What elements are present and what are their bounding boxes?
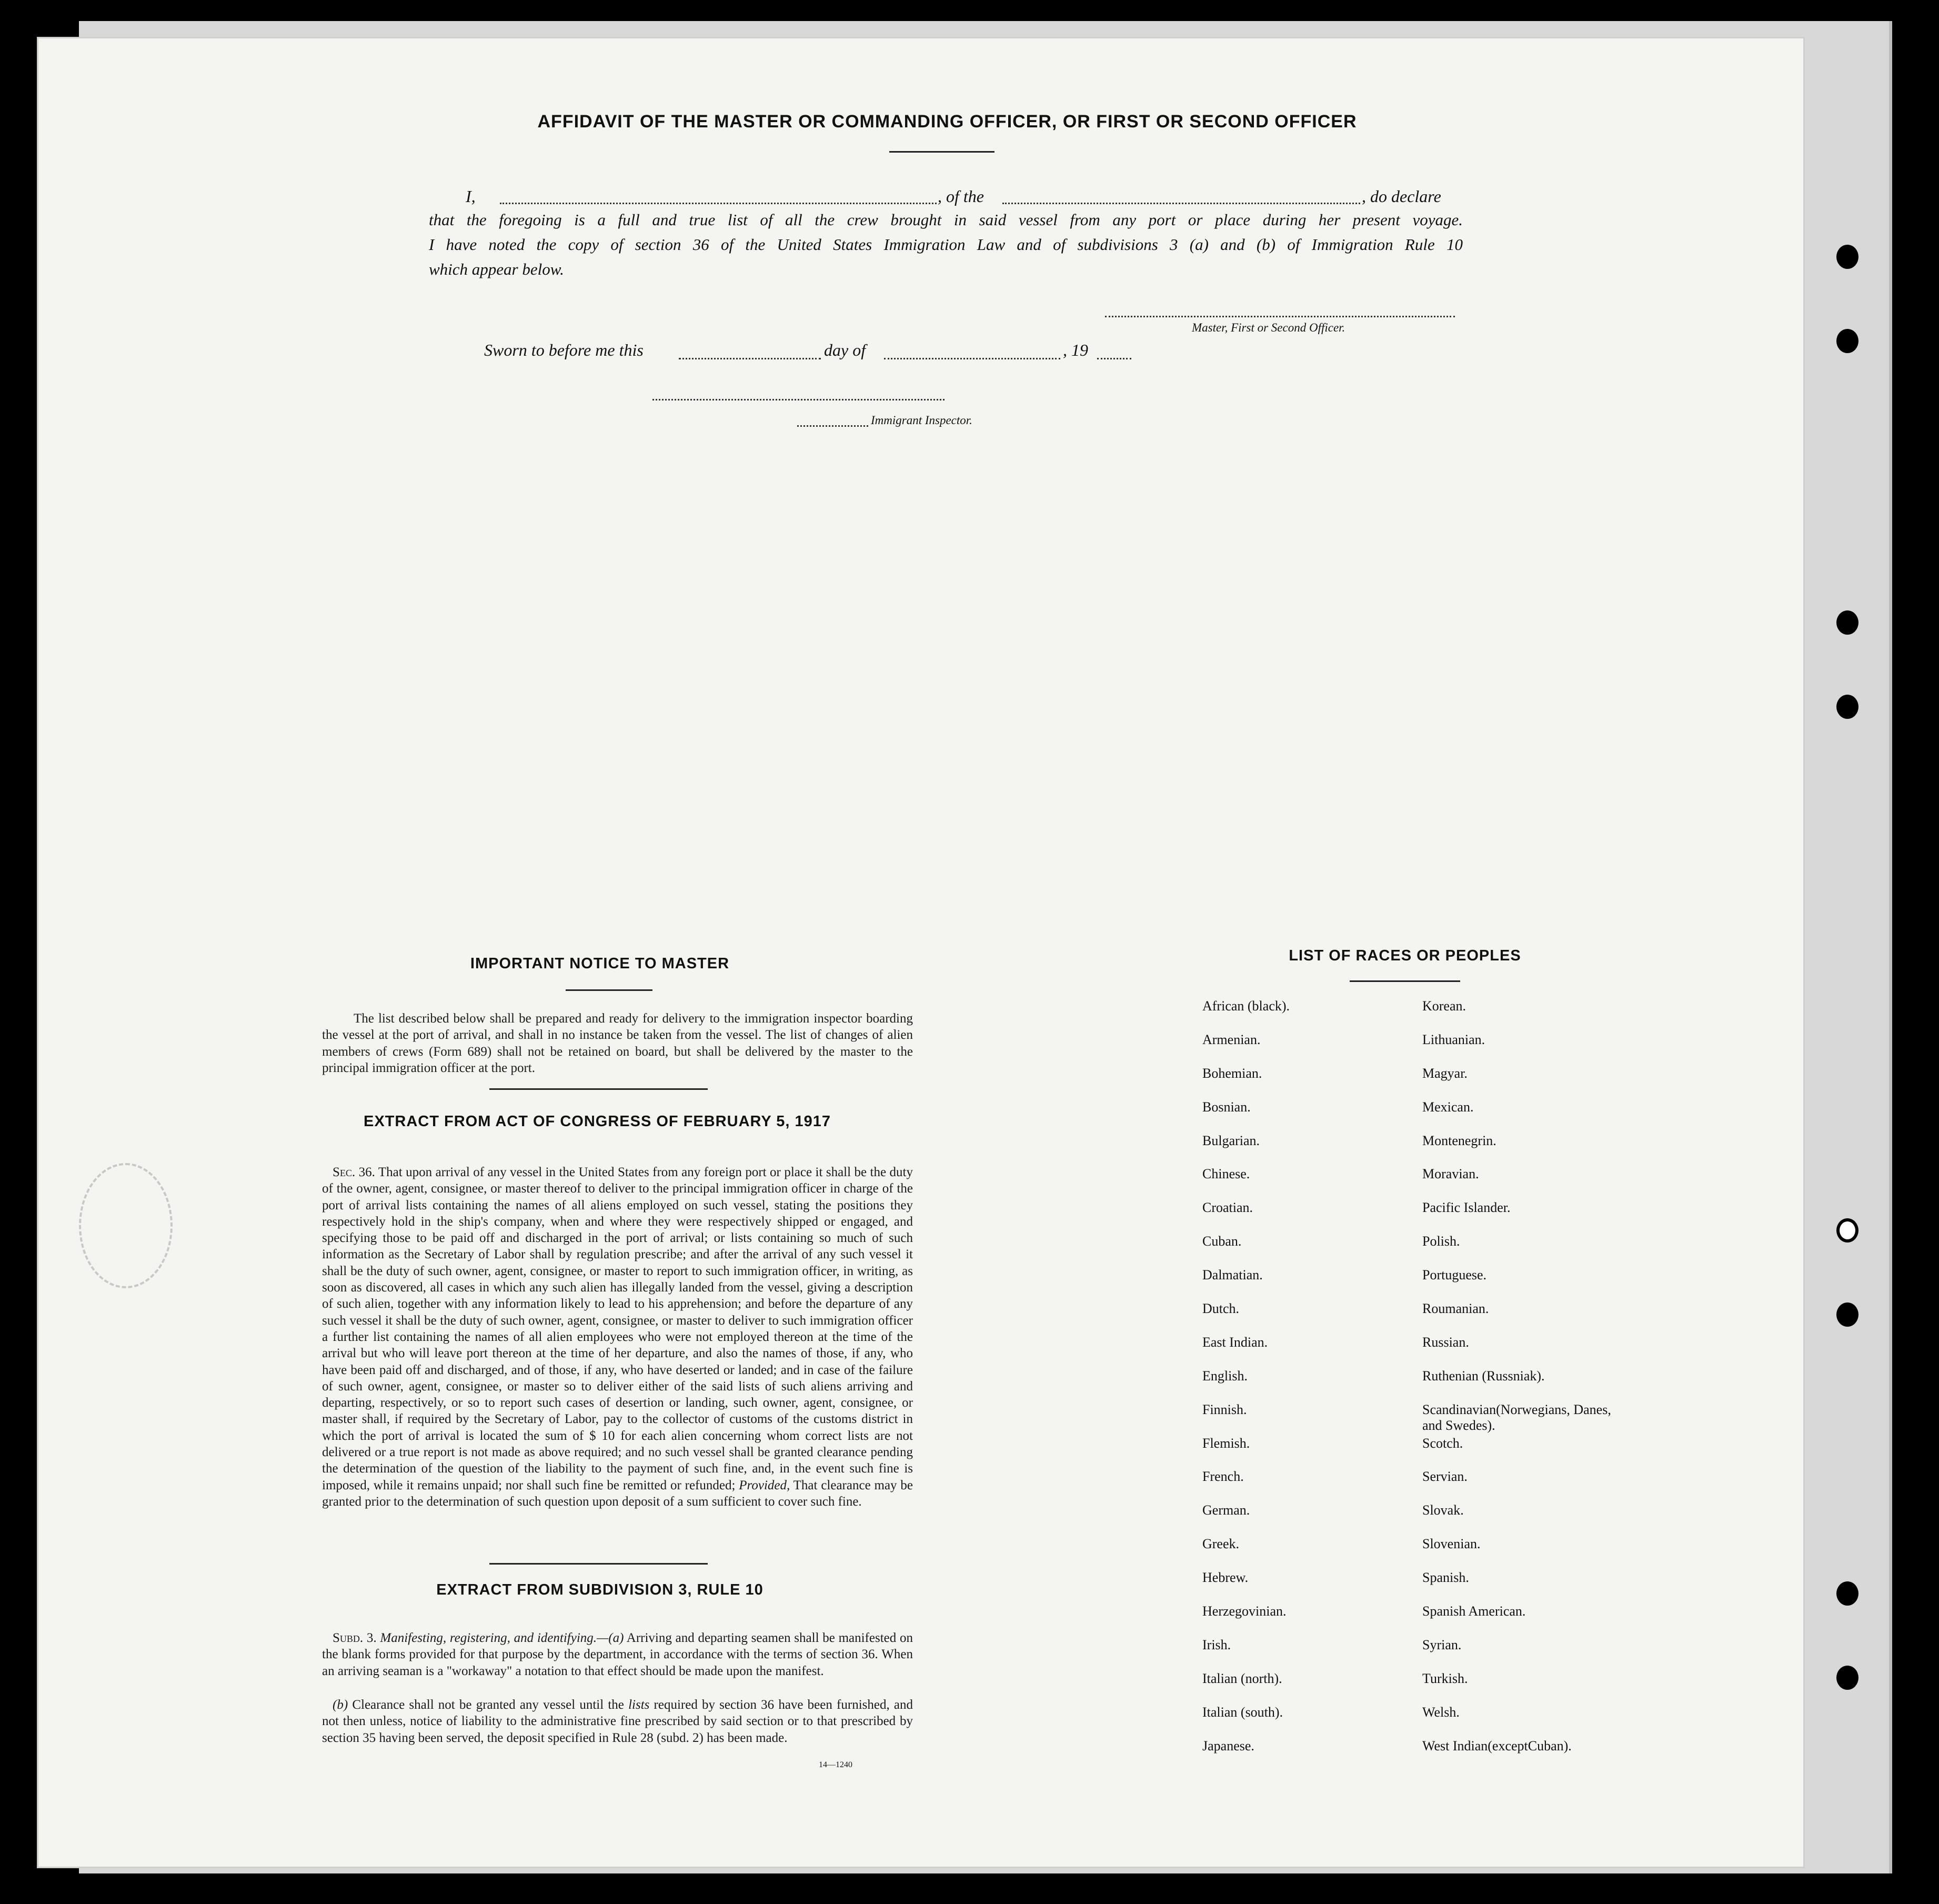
race-item: Scandinavian(Norwegians, Danes, and Swedes).	[1422, 1401, 1611, 1433]
race-item: Hebrew.	[1202, 1570, 1249, 1586]
race-item: German.	[1202, 1502, 1250, 1518]
act-extract-title: EXTRACT FROM ACT OF CONGRESS OF FEBRUARY 5, 1917	[363, 1113, 831, 1130]
race-item: Greek.	[1202, 1536, 1240, 1552]
races-left-column	[1202, 998, 1402, 1771]
race-item: Lithuanian.	[1422, 1031, 1485, 1047]
para-b-label: (b)	[333, 1698, 348, 1712]
race-item: Turkish.	[1422, 1670, 1468, 1686]
form-number: 14—1240	[819, 1760, 852, 1769]
race-item: French.	[1202, 1469, 1244, 1485]
notice-title: IMPORTANT NOTICE TO MASTER	[470, 955, 730, 972]
race-item: Italian (south).	[1202, 1704, 1283, 1720]
affidavit-declare: , do declare	[1362, 187, 1441, 206]
race-item: Japanese.	[1202, 1738, 1254, 1753]
race-item: Dalmatian.	[1202, 1267, 1263, 1283]
race-item: Polish.	[1422, 1234, 1460, 1249]
race-item: Mexican.	[1422, 1099, 1474, 1115]
race-item: African (black).	[1202, 998, 1290, 1014]
race-item: Magyar.	[1422, 1065, 1468, 1081]
section-36-text: That upon arrival of any vessel in the United States from any foreign port or place it shall be the duty of the owner, agent, consignee, or master thereof to deliver to the principal immigration officer in charge of the port of arrival lists containing the names of all aliens employed on such vessel, stating the positions they respectively hold in the ship's company, when and where they were respectively shipped or engaged, and specifying those to be paid off and discharged in the port of arrival; or lists containing so much of such information as the Secretary of Labor shall by regulation prescribe; and after the arrival of any such vessel it shall be the duty of such owner, agent, consignee, or master to report to such immigration officer, in writing, as soon as discovered, all cases in which any such alien has illegally landed from the vessel, giving a description of such alien, together with any information likely to lead to his apprehension; and before the departure of any such vessel it shall be the duty of such owner, agent, consignee, or master to deliver to such immigration officer a further list containing the names of all alien employees who were not employed thereon at the time of the arrival but who will leave port thereon at the time of her departure, and also the names of those, if any, who have been paid off and discharged, and of those, if any, who have deserted or landed; and in case of the failure of such owner, agent, consignee, or master so to deliver either of the said lists of such aliens arriving and departing, respectively, or so to report such cases of desertion or landing, such owner, agent, consignee, or master shall, if required by the Secretary of Labor, pay to the collector of customs of the customs district in which the port of arrival is located the sum of $ 10 for each alien concerning whom correct lists are not delivered or a true report is not made as above required; and no such vessel shall be granted clearance pending the determination of the question of the liability to the payment of such fine, and, in the event such fine is imposed, while it remains unpaid; nor shall such fine be remitted or refunded;	[322, 1165, 913, 1492]
subd-heading: Manifesting, registering, and identifying.—(a)	[380, 1631, 624, 1645]
race-item: Flemish.	[1202, 1435, 1250, 1451]
affidavit-i: I,	[466, 187, 476, 206]
race-item: Servian.	[1422, 1469, 1468, 1485]
inspector-caption: Immigrant Inspector.	[871, 414, 972, 427]
affidavit-line3: I have noted the copy of section 36 of the United States Immigration Law and of subdivisions 3 (a) and (b) of Immigration Rule 10	[429, 235, 1463, 254]
race-item: Montenegrin.	[1422, 1133, 1496, 1148]
binder-hole	[1836, 329, 1858, 353]
races-title: LIST OF RACES OR PEOPLES	[1289, 947, 1521, 964]
race-item: Russian.	[1422, 1334, 1469, 1350]
race-item: Syrian.	[1422, 1637, 1462, 1652]
race-item: Moravian.	[1422, 1166, 1479, 1182]
race-item: West Indian(exceptCuban).	[1422, 1738, 1572, 1753]
act-extract-body	[322, 1164, 913, 1510]
para-b-text-2: required by section 36 have been furnished, and not then unless, notice of liability to the administrative fine prescribed by said section or to that prescribed by section 35 having been served, the deposit specified in Rule 28 (subd. 2) has been made.	[322, 1698, 913, 1745]
race-item: Bulgarian.	[1202, 1133, 1260, 1148]
affidavit-line2: that the foregoing is a full and true list of all the crew brought in said vessel from any port or place during her present voyage.	[429, 211, 1463, 229]
rule-extract-title: EXTRACT FROM SUBDIVISION 3, RULE 10	[436, 1581, 763, 1598]
para-b-lists: lists	[628, 1698, 650, 1712]
affidavit-line4: which appear below.	[429, 260, 564, 278]
divider	[1350, 980, 1460, 982]
binder-hole	[1836, 245, 1858, 269]
race-item: Armenian.	[1202, 1031, 1261, 1047]
race-item: Italian (north).	[1202, 1670, 1282, 1686]
month-blank[interactable]	[884, 358, 1060, 359]
race-item: Spanish American.	[1422, 1604, 1526, 1619]
race-item: Finnish.	[1202, 1401, 1247, 1417]
race-item: Scotch.	[1422, 1435, 1463, 1451]
race-item: Portuguese.	[1422, 1267, 1487, 1283]
inspector-signature-blank[interactable]	[652, 399, 945, 400]
race-item: Korean.	[1422, 998, 1466, 1014]
master-signature-blank[interactable]	[1105, 316, 1455, 317]
binder-hole	[1836, 695, 1858, 719]
day-of-text: day of	[824, 340, 866, 359]
rule-extract-para-b	[322, 1697, 913, 1746]
master-caption: Master, First or Second Officer.	[1192, 321, 1345, 334]
divider	[566, 989, 652, 991]
notice-body: The list described below shall be prepared and ready for delivery to the immigration inspector boarding the vessel at the port of arrival, and shall in no instance be taken from the vessel. The list of changes of alien members of crews (Form 689) shall not be retained on board, but shall be delivered by the master to the principal immigration officer at the port.	[322, 1011, 913, 1075]
race-item: Ruthenian (Russniak).	[1422, 1368, 1545, 1384]
binder-hole	[1836, 1666, 1858, 1690]
divider	[489, 1563, 708, 1565]
provided-label: Provided,	[739, 1478, 790, 1492]
provided-text: That clearance may be granted prior to the determination of such question upon deposit of a sum sufficient to cover such fine.	[322, 1478, 913, 1509]
subd-label: Subd. 3.	[333, 1631, 377, 1645]
race-item: Irish.	[1202, 1637, 1231, 1652]
para-a-text: Arriving and departing seamen shall be manifested on the blank forms provided for that purpose by the department, in accordance with the terms of section 36. When an arriving seaman is a "workaway" a notation to that effect should be made upon the manifest.	[322, 1631, 913, 1678]
binder-hole	[1836, 1581, 1858, 1606]
divider	[489, 1088, 708, 1090]
race-item: Roumanian.	[1422, 1301, 1489, 1317]
day-blank[interactable]	[679, 358, 821, 359]
race-item: East Indian.	[1202, 1334, 1268, 1350]
affidavit-title: AFFIDAVIT OF THE MASTER OR COMMANDING OFFICER, OR FIRST OR SECOND OFFICER	[537, 112, 1357, 132]
race-item: Dutch.	[1202, 1301, 1240, 1317]
race-item: Bosnian.	[1202, 1099, 1251, 1115]
year-text: , 19	[1063, 340, 1088, 359]
rule-extract-para-a	[322, 1630, 913, 1679]
faint-stamp	[79, 1163, 173, 1288]
race-item: Cuban.	[1202, 1234, 1242, 1249]
sworn-text: Sworn to before me this	[484, 340, 644, 359]
affidavit-of-the: , of the	[938, 187, 984, 206]
section-label: Sec. 36.	[333, 1165, 375, 1179]
race-item: Croatian.	[1202, 1200, 1253, 1216]
race-item: Spanish.	[1422, 1570, 1469, 1586]
vessel-blank[interactable]	[1002, 203, 1360, 204]
race-item: Slovenian.	[1422, 1536, 1481, 1552]
year-blank[interactable]	[1097, 358, 1131, 359]
races-right-column	[1422, 998, 1627, 1771]
para-b-text-1: Clearance shall not be granted any vessel until the	[352, 1698, 624, 1712]
race-item: Slovak.	[1422, 1502, 1464, 1518]
name-blank[interactable]	[500, 203, 937, 204]
race-item: Chinese.	[1202, 1166, 1250, 1182]
binder-hole	[1836, 1302, 1858, 1327]
race-item: English.	[1202, 1368, 1248, 1384]
inspector-signature-blank-2[interactable]	[797, 425, 868, 427]
divider	[889, 151, 994, 153]
race-item: Herzegovinian.	[1202, 1604, 1287, 1619]
race-item: Bohemian.	[1202, 1065, 1262, 1081]
race-item: Pacific Islander.	[1422, 1200, 1511, 1216]
race-item: Welsh.	[1422, 1704, 1460, 1720]
binder-hole	[1836, 610, 1858, 635]
binder-hole	[1836, 1218, 1858, 1242]
